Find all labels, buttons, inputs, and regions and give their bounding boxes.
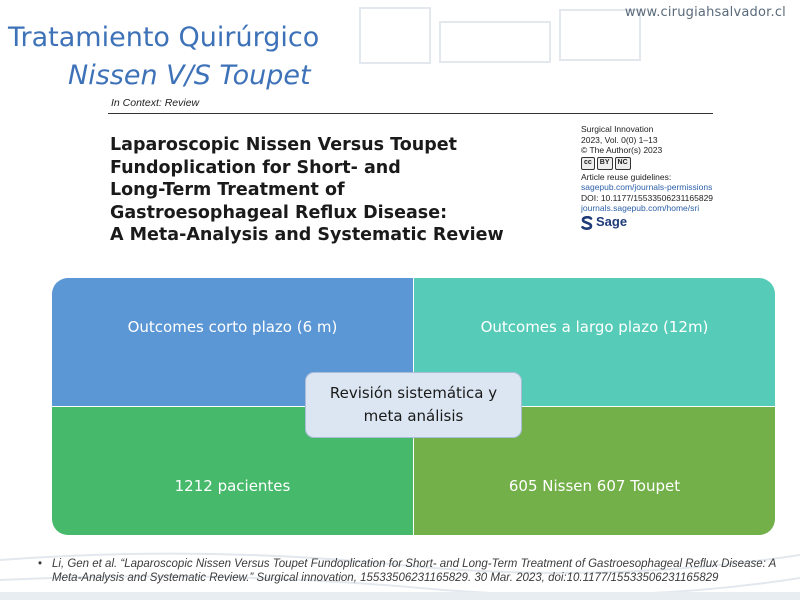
paper-title-line: A Meta-Analysis and Systematic Review	[110, 225, 504, 245]
center-label-line: Revisión sistemática y	[329, 384, 498, 402]
reuse-link[interactable]: sagepub.com/journals-permissions	[581, 182, 713, 192]
slide-title: Tratamiento Quirúrgico	[8, 22, 320, 53]
bullet-icon: •	[38, 558, 43, 570]
cc-badge: cc	[581, 157, 595, 170]
reference-text: Li, Gen et al. “Laparoscopic Nissen Versus Toupet Fundoplication for Short- and Long-Term Treatment of Gastroesophageal Reflux Disease: A Meta-Analysis and Systematic Review.” Surgical innovation, 15533506231165829. 30 Mar. 2023, doi:10.1177/15533506231165829	[52, 558, 776, 584]
journal-name: Surgical Innovation	[581, 124, 654, 134]
paper-title-line: Fundoplication for Short- and	[110, 157, 401, 178]
doi: DOI: 10.1177/15533506231165829	[581, 192, 714, 203]
paper-title	[110, 134, 550, 247]
sage-logo-text: Sage	[596, 214, 628, 230]
journal-info	[581, 124, 781, 230]
quadrant-patients: 1212 pacientes	[52, 407, 413, 535]
sage-logo	[581, 216, 781, 230]
journal-link[interactable]: journals.sagepub.com/home/sri	[581, 203, 700, 213]
cc-license-icon	[581, 157, 781, 170]
sage-s-icon	[581, 216, 593, 230]
center-label-box	[305, 372, 522, 438]
slide-subtitle: Nissen V/S Toupet	[68, 60, 311, 91]
journal-volume: 2023, Vol. 0(0) 1–13	[581, 134, 658, 145]
quadrant-long-term-outcomes: Outcomes a largo plazo (12m)	[414, 278, 775, 406]
site-url: www.cirugiahsalvador.cl	[624, 5, 786, 20]
quadrant-short-term-outcomes: Outcomes corto plazo (6 m)	[52, 278, 413, 406]
center-label-line: meta análisis	[363, 407, 464, 425]
paper-header-rule	[108, 113, 713, 114]
paper-title-line: Gastroesophageal Reflux Disease:	[110, 202, 448, 223]
journal-copyright: © The Author(s) 2023	[581, 145, 663, 155]
reference-citation	[38, 557, 792, 585]
paper-title-line: Laparoscopic Nissen Versus Toupet	[110, 135, 457, 155]
paper-title-line: Long-Term Treatment of	[110, 180, 345, 200]
paper-context-label: In Context: Review	[111, 97, 200, 109]
cc-by-badge: BY	[597, 157, 613, 170]
cc-nc-badge: NC	[615, 157, 631, 170]
reuse-label: Article reuse guidelines:	[581, 171, 672, 182]
quadrant-group-split: 605 Nissen 607 Toupet	[414, 407, 775, 535]
